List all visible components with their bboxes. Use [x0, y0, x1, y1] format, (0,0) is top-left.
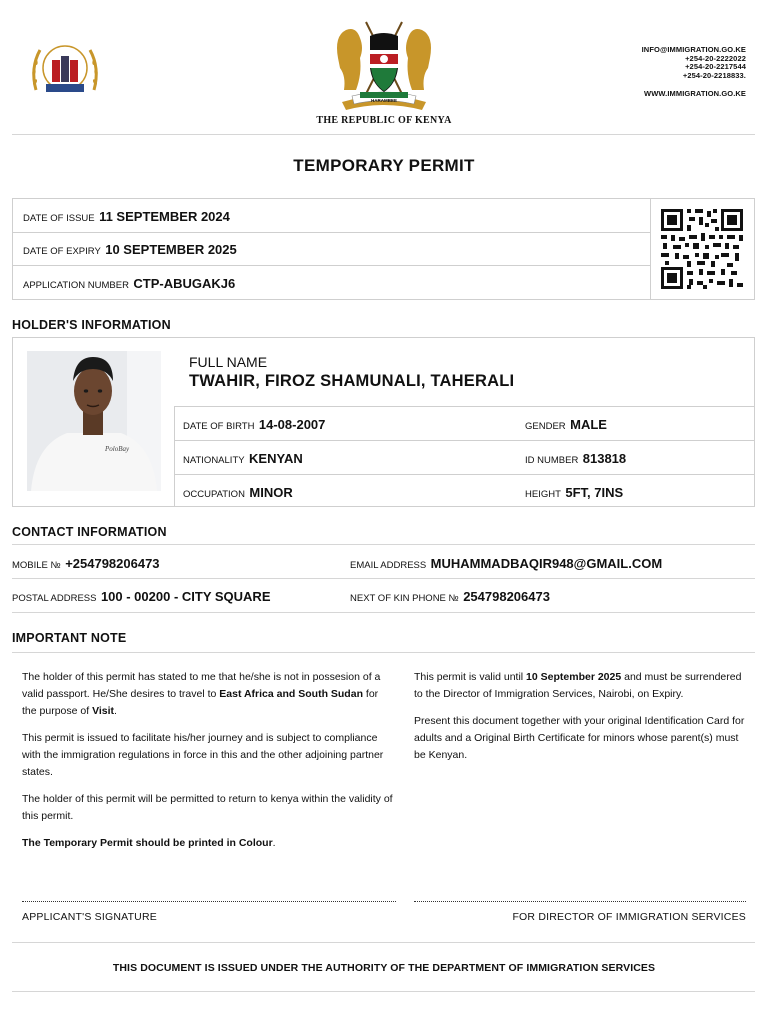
header-phone: +254-20-2217544 [685, 62, 746, 72]
row-divider [13, 265, 650, 266]
note-paragraph: The holder of this permit will be permitted to return to kenya within the validity of this permit. [22, 793, 393, 822]
full-name: TWAHIR, FIROZ SHAMUNALI, TAHERALI [189, 372, 515, 390]
next-of-kin-phone: NEXT OF KIN PHONE № 254798206473 [350, 589, 550, 604]
holder-photo [27, 351, 161, 491]
applicant-signature-label: APPLICANT'S SIGNATURE [22, 911, 157, 923]
height: HEIGHT 5FT, 7INS [525, 485, 624, 500]
header-divider [12, 134, 755, 135]
row-divider [174, 440, 755, 441]
gender: GENDER MALE [525, 417, 607, 432]
note-paragraph: Present this document together with your original Identification Card for adults and a Original Birth Certificate for minors whose parent(s) must be Kenyan. [414, 715, 745, 761]
box-divider [650, 199, 651, 299]
republic-title: THE REPUBLIC OF KENYA [316, 115, 452, 126]
date-of-birth: DATE OF BIRTH 14-08-2007 [183, 417, 326, 432]
postal-address: POSTAL ADDRESS 100 - 00200 - CITY SQUARE [12, 589, 271, 604]
row-divider [12, 578, 755, 579]
date-of-expiry: DATE OF EXPIRY 10 SEPTEMBER 2025 [23, 242, 237, 257]
note-paragraph: This permit is issued to facilitate his/her journey and is subject to compliance with the immigration regulations in force in this and the other adjoining partner states. [22, 732, 384, 778]
qr-code [661, 209, 743, 289]
row-divider [12, 652, 755, 653]
note-paragraph: The Temporary Permit should be printed in Colour. [22, 837, 276, 849]
row-divider [12, 612, 755, 613]
row-divider [12, 544, 755, 545]
logo-caption: KENYA IMMIGRATION [46, 93, 84, 97]
header-email[interactable]: INFO@IMMIGRATION.GO.KE [641, 45, 746, 54]
applicant-signature-line [22, 901, 396, 902]
id-number: ID NUMBER 813818 [525, 451, 627, 466]
document-title: TEMPORARY PERMIT [293, 156, 475, 175]
svg-text:PoloBay: PoloBay [105, 445, 130, 453]
full-name-label: FULL NAME [189, 354, 268, 370]
director-signature-line [414, 901, 746, 902]
header-phone: +254-20-2222022 [685, 53, 746, 63]
mobile-number: MOBILE № +254798206473 [12, 556, 160, 571]
note-right-column [414, 669, 750, 774]
contact-heading: CONTACT INFORMATION [12, 525, 167, 539]
permit-details-box [12, 198, 755, 300]
row-divider [174, 406, 755, 407]
note-paragraph: The holder of this permit has stated to me that he/she is not in possesion of a valid passport. He/She desires to travel to East Africa and South Sudan for the purpose of Visit. [22, 671, 381, 717]
coat-of-arms [330, 18, 438, 112]
date-of-issue: DATE OF ISSUE 11 SEPTEMBER 2024 [23, 209, 230, 224]
row-divider [174, 474, 755, 475]
holder-heading: HOLDER'S INFORMATION [12, 318, 171, 332]
header-phone: +254-20-2218833. [682, 70, 746, 80]
row-divider [13, 232, 650, 233]
immigration-logo [28, 38, 102, 102]
header-contacts [642, 46, 746, 99]
header-website[interactable]: WWW.IMMIGRATION.GO.KE [644, 89, 746, 99]
application-number: APPLICATION NUMBER CTP-ABUGAKJ6 [23, 276, 236, 291]
footer-divider [12, 942, 755, 943]
note-left-column [22, 669, 394, 862]
coat-of-arms-motto: HARAMBEE [370, 98, 397, 103]
director-signature-label: FOR DIRECTOR OF IMMIGRATION SERVICES [512, 911, 746, 923]
photo-divider [174, 406, 175, 507]
email-address: EMAIL ADDRESS MUHAMMADBAQIR948@GMAIL.COM [350, 556, 663, 571]
holder-info-box [12, 337, 755, 507]
footer-divider [12, 991, 755, 992]
occupation: OCCUPATION MINOR [183, 485, 293, 500]
footer-authority: THIS DOCUMENT IS ISSUED UNDER THE AUTHORITY OF THE DEPARTMENT OF IMMIGRATION SERVICES [112, 962, 656, 974]
note-heading: IMPORTANT NOTE [12, 631, 127, 645]
nationality: NATIONALITY KENYAN [183, 451, 303, 466]
note-paragraph: This permit is valid until 10 September 2025 and must be surrendered to the Director of Immigration Services, Nairobi, on Expiry. [414, 671, 742, 700]
